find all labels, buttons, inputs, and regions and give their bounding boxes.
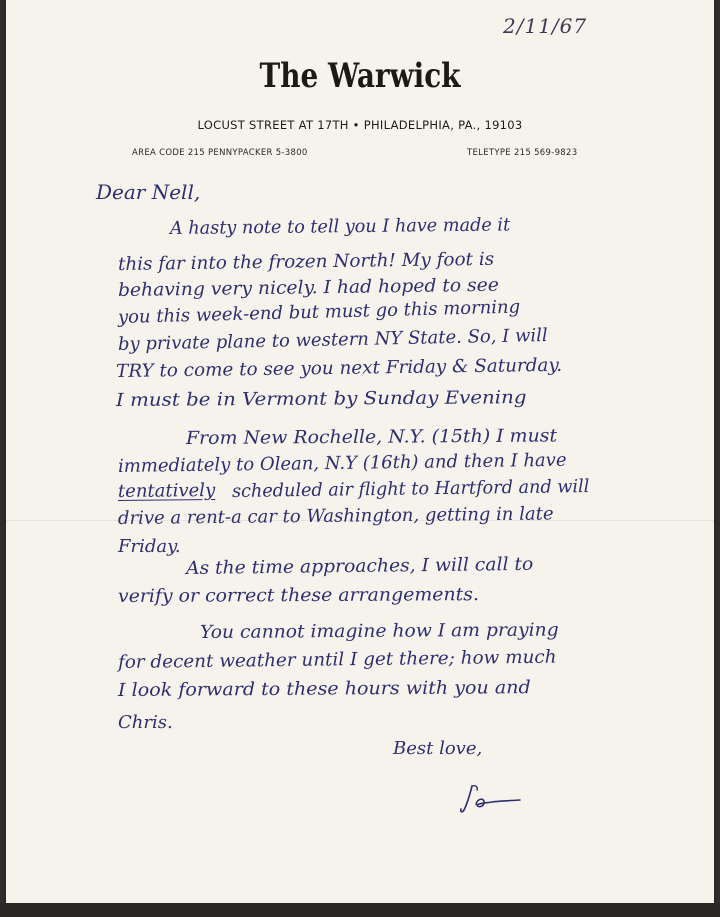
signature [458,780,528,820]
letter-paper [6,0,714,903]
emphasis-word: tentatively [117,479,216,502]
body-line: drive a rent-a car to Washington, getting in late [117,503,554,529]
handwritten-date: 2/11/67 [503,14,588,38]
scan-background-edge [0,903,720,917]
body-line: Friday. [118,536,181,557]
body-line: From New Rochelle, N.Y. (15th) I must [185,425,558,449]
body-line: by private plane to western NY State. So, I will [117,325,548,355]
body-line: I must be in Vermont by Sunday Evening [115,387,527,411]
letterhead-address: LOCUST STREET AT 17TH • PHILADELPHIA, PA., 19103 [197,118,523,132]
body-line: for decent weather until I get there; how much [117,646,557,673]
body-line: As the time approaches, I will call to [185,553,534,579]
body-line: TRY to come to see you next Friday & Saturday. [115,354,563,382]
body-line: You cannot imagine how I am praying [199,619,559,643]
letterhead-name: The Warwick [259,56,461,96]
body-line: A hasty note to tell you I have made it [169,214,511,239]
body-line: you this week-end but must go this morning [117,296,521,328]
letterhead-teletype: TELETYPE 215 569-9823 [467,148,578,158]
body-line: this far into the frozen North! My foot is [117,248,495,275]
body-line: Chris. [118,712,173,733]
body-line: scheduled air flight to Hartford and will [231,476,590,502]
body-line: immediately to Olean, N.Y (16th) and then I have [117,449,567,477]
body-line: behaving very nicely. I had hoped to see [117,274,499,301]
body-line: verify or correct these arrangements. [117,584,479,607]
salutation: Dear Nell, [96,180,201,204]
body-line: I look forward to these hours with you and [117,677,531,701]
letterhead-area-code: AREA CODE 215 PENNYPACKER 5-3800 [132,148,308,158]
closing: Best love, [393,738,483,759]
